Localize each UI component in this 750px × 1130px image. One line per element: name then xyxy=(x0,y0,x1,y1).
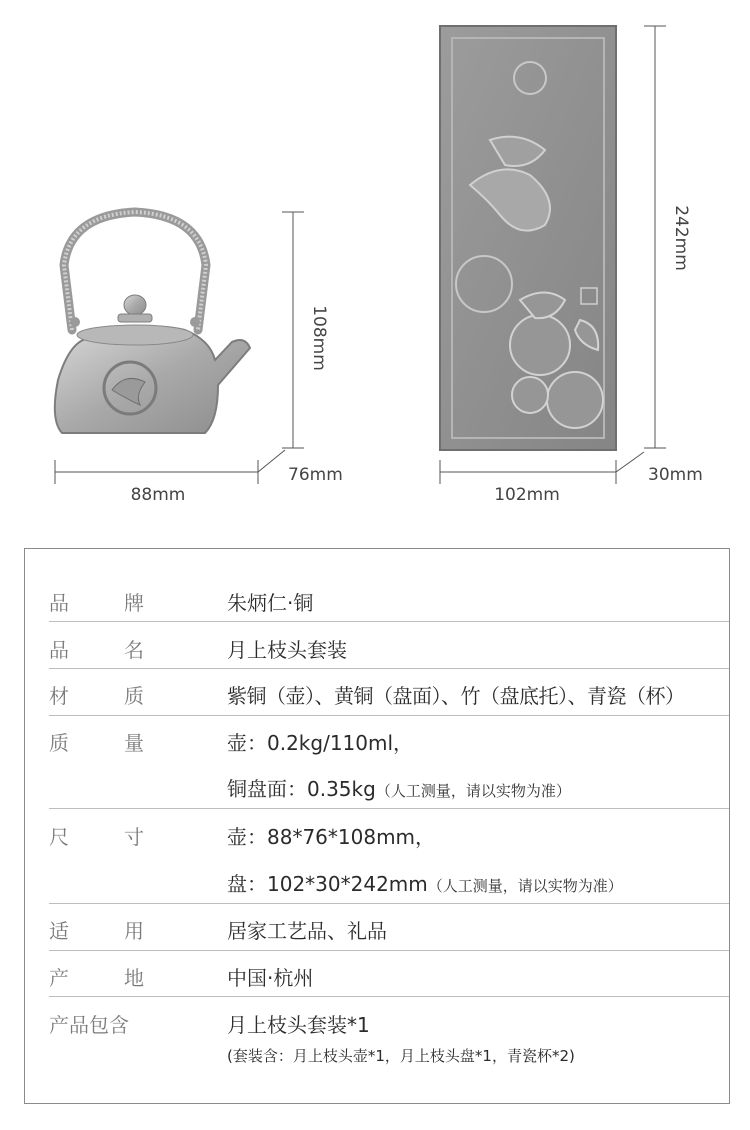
spec-value-origin: 中国·杭州 xyxy=(227,966,314,990)
spec-value-weight-tray-text: 铜盘面：0.35kg xyxy=(227,777,376,801)
spec-label-name-b: 名 xyxy=(124,638,144,662)
spec-label-size-b: 寸 xyxy=(124,825,144,849)
spec-label-usage-b: 用 xyxy=(124,919,144,943)
spec-label-origin-b: 地 xyxy=(124,966,144,990)
teapot-width-label: 88mm xyxy=(130,485,186,505)
spec-table xyxy=(24,548,730,1104)
spec-label-material-b: 质 xyxy=(124,684,144,708)
tray-height-dimension xyxy=(644,26,691,448)
tray-depth-label: 30mm xyxy=(648,465,703,485)
tray-image xyxy=(440,26,616,450)
spec-label-material-a: 材 xyxy=(49,684,69,708)
tray-width-dimension xyxy=(440,452,703,505)
spec-label-brand-b: 牌 xyxy=(124,591,144,615)
spec-label-name-a: 品 xyxy=(49,638,69,662)
divider xyxy=(49,996,729,997)
spec-value-weight-teapot: 壶：0.2kg/110ml， xyxy=(227,731,414,755)
tray-height-label: 242mm xyxy=(671,205,691,271)
spec-label-size-a: 尺 xyxy=(49,825,69,849)
spec-value-size-tray-text: 盘：102*30*242mm xyxy=(227,872,428,896)
spec-value-weight-note: （人工测量，请以实物为准） xyxy=(375,782,571,800)
product-dimension-diagram xyxy=(0,0,750,540)
spec-label-weight-b: 量 xyxy=(124,731,144,755)
divider xyxy=(49,903,729,904)
spec-value-material: 紫铜（壶）、黄铜（盘面）、竹（盘底托）、青瓷（杯） xyxy=(227,684,685,708)
spec-value-size-tray xyxy=(227,868,623,897)
teapot-image xyxy=(55,212,250,433)
divider xyxy=(49,668,729,669)
teapot-depth-label: 76mm xyxy=(288,465,343,485)
divider xyxy=(49,621,729,622)
spec-value-usage: 居家工艺品、礼品 xyxy=(227,919,387,943)
divider xyxy=(49,808,729,809)
spec-value-contents: 月上枝头套装*1 xyxy=(227,1013,370,1037)
tray-width-label: 102mm xyxy=(494,485,560,505)
spec-value-size-teapot: 壶：88*76*108mm， xyxy=(227,825,436,849)
spec-label-brand-a: 品 xyxy=(49,591,69,615)
spec-label-usage-a: 适 xyxy=(49,919,69,943)
spec-label-origin-a: 产 xyxy=(49,966,69,990)
spec-value-brand: 朱炳仁·铜 xyxy=(227,591,314,615)
spec-value-contents-note: (套装含：月上枝头壶*1，月上枝头盘*1，青瓷杯*2) xyxy=(227,1047,575,1065)
spec-value-name: 月上枝头套装 xyxy=(227,638,347,662)
spec-value-size-note: （人工测量，请以实物为准） xyxy=(427,877,623,895)
spec-label-contents: 产品包含 xyxy=(49,1013,129,1037)
spec-value-weight-tray xyxy=(227,773,571,802)
divider xyxy=(49,950,729,951)
teapot-height-dimension xyxy=(282,212,329,448)
divider xyxy=(49,715,729,716)
teapot-height-label: 108mm xyxy=(309,305,329,371)
teapot-width-dimension xyxy=(55,450,343,505)
spec-label-weight-a: 质 xyxy=(49,731,69,755)
